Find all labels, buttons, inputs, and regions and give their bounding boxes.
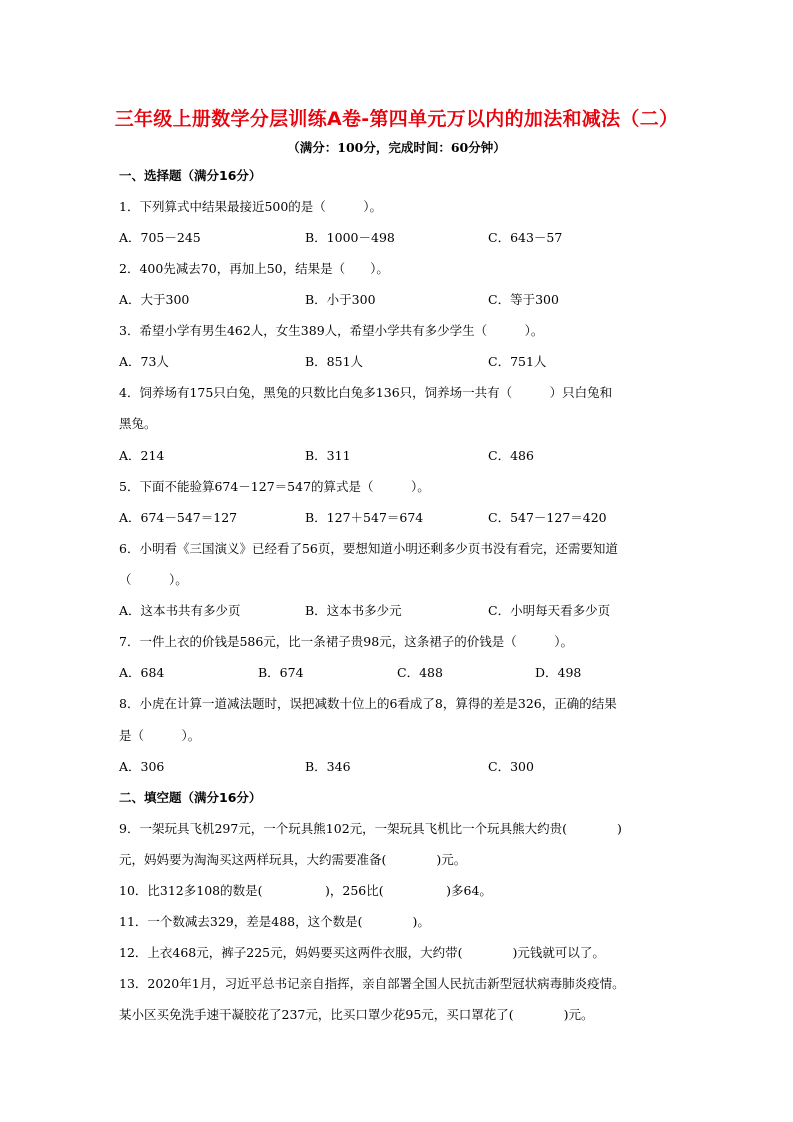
question-6-option-c: C．小明每天看多少页 xyxy=(488,603,611,618)
question-6-option-b: B．这本书多少元 xyxy=(305,603,402,618)
question-2-option-a: A．大于300 xyxy=(119,292,190,307)
question-4-option-a: A．214 xyxy=(119,448,165,463)
question-3-option-b: B．851人 xyxy=(305,354,364,369)
question-8-option-a: A．306 xyxy=(119,759,165,774)
question-1-option-b: B．1000－498 xyxy=(305,230,395,245)
question-13-line-2: 某小区买免洗手速干凝胶花了237元，比买口罩少花95元，买口罩花了( )元。 xyxy=(119,1007,594,1022)
question-10: 10．比312多108的数是( )，256比( )多64。 xyxy=(119,883,492,898)
question-4-option-c: C．486 xyxy=(488,448,534,463)
question-7-option-d: D．498 xyxy=(535,665,582,680)
question-9-line-2: 元，妈妈要为淘淘买这两样玩具，大约需要准备( )元。 xyxy=(119,852,467,867)
question-8-line-1: 8．小虎在计算一道减法题时，误把减数十位上的6看成了8，算得的差是326，正确的结果 xyxy=(119,696,617,711)
question-7-option-b: B．674 xyxy=(258,665,304,680)
question-3: 3．希望小学有男生462人，女生389人，希望小学共有多少学生（ ）。 xyxy=(119,323,544,338)
question-1: 1．下列算式中结果最接近500的是（ ）。 xyxy=(119,199,383,214)
question-4-line-1: 4．饲养场有175只白兔，黑兔的只数比白兔多136只，饲养场一共有（ ）只白兔和 xyxy=(119,385,613,400)
question-13-line-1: 13．2020年1月，习近平总书记亲自指挥，亲自部署全国人民抗击新型冠状病毒肺炎疫情。 xyxy=(119,976,625,991)
question-8-option-c: C．300 xyxy=(488,759,534,774)
section-heading-choice: 一、选择题（满分16分） xyxy=(119,168,262,183)
question-12: 12．上衣468元，裤子225元，妈妈要买这两件衣服，大约带( )元钱就可以了。 xyxy=(119,945,605,960)
question-6-option-a: A．这本书共有多少页 xyxy=(119,603,241,618)
question-8-option-b: B．346 xyxy=(305,759,351,774)
section-heading-fill-blank: 二、填空题（满分16分） xyxy=(119,790,262,805)
question-4-line-2: 黑兔。 xyxy=(119,416,157,431)
question-5-option-b: B．127＋547＝674 xyxy=(305,510,424,525)
question-7-option-a: A．684 xyxy=(119,665,165,680)
question-7: 7．一件上衣的价钱是586元，比一条裙子贵98元，这条裙子的价钱是（ ）。 xyxy=(119,634,573,649)
question-2: 2．400先减去70，再加上50，结果是（ ）。 xyxy=(119,261,389,276)
question-2-option-c: C．等于300 xyxy=(488,292,559,307)
question-3-option-a: A．73人 xyxy=(119,354,169,369)
question-2-option-b: B．小于300 xyxy=(305,292,376,307)
question-7-option-c: C．488 xyxy=(397,665,443,680)
question-1-option-c: C．643－57 xyxy=(488,230,563,245)
question-9-line-1: 9．一架玩具飞机297元，一个玩具熊102元，一架玩具飞机比一个玩具熊大约贵( ) xyxy=(119,821,622,836)
question-6-line-2: （ ）。 xyxy=(119,572,188,587)
question-5-option-a: A．674－547＝127 xyxy=(119,510,238,525)
question-4-option-b: B．311 xyxy=(305,448,351,463)
question-6-line-1: 6．小明看《三国演义》已经看了56页，要想知道小明还剩多少页书没有看完，还需要知道 xyxy=(119,541,618,556)
page-subtitle: （满分：100分，完成时间：60分钟） xyxy=(287,140,506,155)
question-1-option-a: A．705－245 xyxy=(119,230,201,245)
question-5: 5．下面不能验算674－127＝547的算式是（ ）。 xyxy=(119,479,430,494)
question-5-option-c: C．547－127＝420 xyxy=(488,510,607,525)
question-3-option-c: C．751人 xyxy=(488,354,547,369)
page-title: 三年级上册数学分层训练A卷-第四单元万以内的加法和减法（二） xyxy=(114,108,679,130)
question-8-line-2: 是（ ）。 xyxy=(119,728,201,743)
question-11: 11．一个数减去329，差是488，这个数是( )。 xyxy=(119,914,430,929)
